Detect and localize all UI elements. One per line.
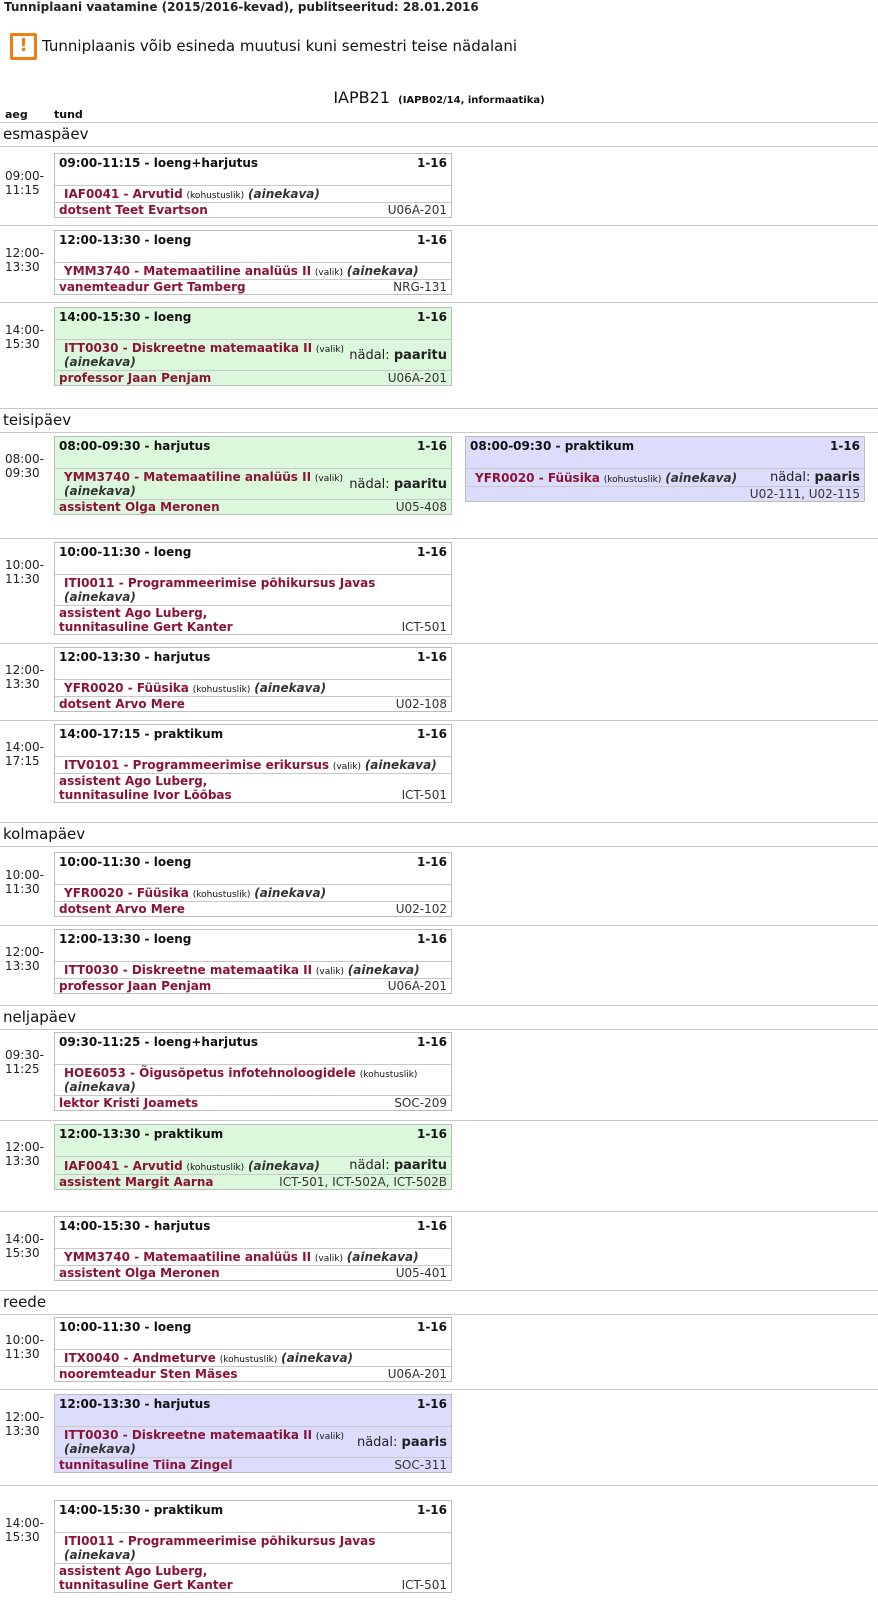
lesson-weeks: 1-16 bbox=[829, 439, 860, 453]
lesson-weeks: 1-16 bbox=[416, 1127, 447, 1141]
lesson-time-type: 08:00-09:30 - harjutus bbox=[59, 439, 211, 453]
week-parity: nädal: paaris bbox=[356, 1434, 447, 1450]
time-line: 12:00- bbox=[5, 246, 44, 260]
teacher-block bbox=[59, 280, 246, 294]
lesson-time-type: 10:00-11:30 - loeng bbox=[59, 545, 192, 559]
slot-time bbox=[5, 663, 44, 691]
subject-link[interactable]: ITX0040 - Andmeturve bbox=[64, 1351, 216, 1365]
week-parity: nädal: paaritu bbox=[349, 347, 447, 363]
slot-time bbox=[5, 452, 44, 480]
room-label: SOC-209 bbox=[394, 1096, 447, 1110]
ainekava-link[interactable]: (ainekava) bbox=[64, 355, 136, 369]
subject-block bbox=[64, 1351, 353, 1365]
lesson-time-type: 14:00-15:30 - harjutus bbox=[59, 1219, 211, 1233]
subject-type: (kohustuslik) bbox=[192, 890, 251, 900]
notice-banner bbox=[10, 33, 517, 59]
teacher-block bbox=[59, 1096, 198, 1110]
subject-link[interactable]: YMM3740 - Matemaatiline analüüs II bbox=[64, 1250, 312, 1264]
ainekava-link[interactable]: (ainekava) bbox=[346, 1250, 419, 1264]
slot-time bbox=[5, 1516, 44, 1544]
subject-link[interactable]: YFR0020 - Füüsika bbox=[64, 886, 189, 900]
slot-time bbox=[5, 1232, 44, 1260]
ainekava-link[interactable]: (ainekava) bbox=[346, 264, 419, 278]
room-label: ICT-501 bbox=[401, 620, 447, 634]
lesson-teacher-row bbox=[55, 500, 451, 514]
lesson-card[interactable] bbox=[54, 929, 452, 994]
lesson-time-type: 10:00-11:30 - loeng bbox=[59, 1320, 192, 1334]
divider bbox=[0, 432, 878, 433]
slot-time bbox=[5, 868, 44, 896]
lesson-header bbox=[55, 930, 451, 962]
lesson-subject-row bbox=[55, 1065, 451, 1096]
room-label: ICT-501, ICT-502A, ICT-502B bbox=[279, 1175, 447, 1189]
divider bbox=[0, 1290, 878, 1291]
week-parity-value: paaris bbox=[401, 1434, 447, 1450]
subject-type: (valik) bbox=[314, 1254, 343, 1264]
divider bbox=[0, 122, 878, 123]
lesson-header bbox=[55, 1318, 451, 1350]
subject-link[interactable]: ITI0011 - Programmeerimise põhikursus Javas bbox=[64, 576, 376, 590]
lesson-teacher-row bbox=[55, 371, 451, 385]
lesson-header bbox=[55, 154, 451, 186]
lesson-weeks: 1-16 bbox=[416, 650, 447, 664]
lesson-weeks: 1-16 bbox=[416, 233, 447, 247]
teacher-link[interactable]: tunnitasuline Gert Kanter bbox=[59, 620, 233, 634]
lesson-teacher-row bbox=[55, 979, 451, 993]
lesson-card[interactable] bbox=[54, 1394, 452, 1473]
room-label: U06A-201 bbox=[387, 203, 447, 217]
lesson-time-type: 08:00-09:30 - praktikum bbox=[470, 439, 635, 453]
slot-time bbox=[5, 945, 44, 973]
lesson-teacher-row bbox=[55, 1564, 451, 1592]
time-line: 14:00- bbox=[5, 1516, 44, 1530]
subject-block bbox=[64, 963, 420, 977]
lesson-subject-row bbox=[466, 469, 864, 487]
time-line: 14:00- bbox=[5, 1232, 44, 1246]
week-parity-value: paaritu bbox=[393, 347, 447, 363]
ainekava-link[interactable]: (ainekava) bbox=[364, 758, 437, 772]
lesson-weeks: 1-16 bbox=[416, 545, 447, 559]
lesson-teacher-row bbox=[55, 1266, 451, 1280]
lesson-time-type: 14:00-17:15 - praktikum bbox=[59, 727, 224, 741]
subject-block bbox=[64, 1159, 320, 1173]
subject-type: (kohustuslik) bbox=[359, 1070, 418, 1080]
time-line: 15:30 bbox=[5, 337, 40, 351]
lesson-subject-row bbox=[55, 575, 451, 606]
subject-link[interactable]: YMM3740 - Matemaatiline analüüs II bbox=[64, 470, 312, 484]
group-heading bbox=[0, 88, 878, 107]
teacher-link[interactable]: dotsent Arvo Mere bbox=[59, 697, 185, 711]
divider bbox=[0, 1005, 878, 1006]
subject-block bbox=[64, 1250, 419, 1264]
divider bbox=[0, 720, 878, 721]
week-parity: nädal: paaritu bbox=[349, 1158, 447, 1173]
subject-link[interactable]: ITT0030 - Diskreetne matemaatika II bbox=[64, 341, 313, 355]
day-heading: teisipäev bbox=[3, 411, 72, 429]
ainekava-link[interactable]: (ainekava) bbox=[248, 1158, 320, 1173]
teacher-block bbox=[59, 979, 211, 993]
teacher-link[interactable]: tunnitasuline Gert Kanter bbox=[59, 1578, 233, 1592]
time-line: 12:00- bbox=[5, 1410, 44, 1424]
subject-block bbox=[64, 886, 326, 900]
lesson-teacher-row bbox=[55, 1096, 451, 1110]
divider bbox=[0, 925, 878, 926]
subject-link[interactable]: YFR0020 - Füüsika bbox=[64, 681, 189, 695]
lesson-subject-row bbox=[55, 885, 451, 902]
lesson-weeks: 1-16 bbox=[416, 156, 447, 170]
room-label: NRG-131 bbox=[393, 280, 447, 294]
time-line: 09:00- bbox=[5, 169, 44, 183]
week-parity-value: paaritu bbox=[393, 1158, 447, 1173]
subject-link[interactable]: ITT0030 - Diskreetne matemaatika II bbox=[64, 963, 313, 977]
lesson-header bbox=[55, 543, 451, 575]
lesson-weeks: 1-16 bbox=[416, 1320, 447, 1334]
lesson-card[interactable] bbox=[54, 1032, 452, 1111]
lesson-header bbox=[55, 725, 451, 757]
slot-time bbox=[5, 246, 44, 274]
time-line: 11:30 bbox=[5, 1347, 40, 1361]
lesson-card[interactable] bbox=[54, 307, 452, 386]
warning-icon: ! bbox=[10, 33, 37, 60]
slot-time bbox=[5, 1410, 44, 1438]
teacher-block bbox=[59, 697, 185, 711]
room-label: U02-111, U02-115 bbox=[749, 487, 860, 501]
teacher-block bbox=[59, 774, 232, 802]
lesson-teacher-row bbox=[55, 606, 451, 634]
notice-text: Tunniplaanis võib esineda muutusi kuni semestri teise nädalani bbox=[42, 37, 517, 55]
divider bbox=[0, 1314, 878, 1315]
lesson-subject-row bbox=[55, 340, 451, 371]
lesson-weeks: 1-16 bbox=[416, 1219, 447, 1233]
ainekava-link[interactable]: (ainekava) bbox=[64, 1080, 136, 1094]
week-parity: nädal: paaritu bbox=[349, 476, 447, 492]
divider bbox=[0, 146, 878, 147]
room-label: ICT-501 bbox=[401, 788, 447, 802]
lesson-subject-row bbox=[55, 1249, 451, 1266]
teacher-link[interactable]: nooremteadur Sten Mäses bbox=[59, 1367, 238, 1381]
week-parity-value: paaris bbox=[814, 470, 860, 485]
lesson-header bbox=[55, 648, 451, 680]
week-parity: nädal: paaris bbox=[769, 470, 860, 485]
time-line: 11:30 bbox=[5, 572, 40, 586]
room-label: U06A-201 bbox=[387, 1367, 447, 1381]
subject-type: (valik) bbox=[315, 967, 344, 977]
lesson-teacher-row bbox=[55, 774, 451, 802]
time-line: 14:00- bbox=[5, 323, 44, 337]
subject-link[interactable]: IAF0041 - Arvutid bbox=[64, 187, 183, 201]
ainekava-link[interactable]: (ainekava) bbox=[64, 590, 136, 604]
time-line: 13:30 bbox=[5, 959, 40, 973]
lesson-subject-row bbox=[55, 1350, 451, 1367]
room-label: ICT-501 bbox=[401, 1578, 447, 1592]
subject-block bbox=[64, 264, 419, 278]
divider bbox=[0, 538, 878, 539]
day-heading: kolmapäev bbox=[3, 825, 86, 843]
time-line: 11:25 bbox=[5, 1062, 40, 1076]
time-line: 10:00- bbox=[5, 1333, 44, 1347]
teacher-link[interactable]: assistent Margit Aarna bbox=[59, 1175, 214, 1189]
lesson-weeks: 1-16 bbox=[416, 932, 447, 946]
lesson-card[interactable] bbox=[54, 1124, 452, 1190]
teacher-link[interactable]: tunnitasuline Tiina Zingel bbox=[59, 1458, 233, 1472]
teacher-link[interactable]: professor Jaan Penjam bbox=[59, 371, 212, 385]
teacher-link[interactable]: assistent Ago Luberg, bbox=[59, 606, 208, 620]
lesson-time-type: 12:00-13:30 - loeng bbox=[59, 233, 192, 247]
lesson-subject-row bbox=[55, 469, 451, 500]
time-line: 17:15 bbox=[5, 754, 40, 768]
teacher-link[interactable]: assistent Ago Luberg, bbox=[59, 1564, 208, 1578]
teacher-link[interactable]: assistent Olga Meronen bbox=[59, 1266, 220, 1280]
subject-link[interactable]: ITI0011 - Programmeerimise põhikursus Javas bbox=[64, 1534, 376, 1548]
lesson-time-type: 12:00-13:30 - loeng bbox=[59, 932, 192, 946]
divider bbox=[0, 822, 878, 823]
lesson-header bbox=[55, 1217, 451, 1249]
slot-time bbox=[5, 1140, 44, 1168]
time-line: 13:30 bbox=[5, 260, 40, 274]
lesson-weeks: 1-16 bbox=[416, 439, 447, 453]
slot-time bbox=[5, 740, 44, 768]
lesson-subject-row bbox=[55, 1157, 451, 1175]
subject-type: (kohustuslik) bbox=[192, 685, 251, 695]
room-label: U05-408 bbox=[395, 500, 447, 514]
divider bbox=[0, 1029, 878, 1030]
lesson-time-type: 12:00-13:30 - harjutus bbox=[59, 1397, 211, 1411]
teacher-link[interactable]: lektor Kristi Joamets bbox=[59, 1096, 199, 1110]
lesson-header bbox=[55, 231, 451, 263]
slot-time bbox=[5, 1048, 44, 1076]
subject-type: (valik) bbox=[315, 1432, 344, 1442]
column-header-tund: tund bbox=[54, 108, 83, 121]
subject-type: (kohustuslik) bbox=[603, 474, 662, 485]
subject-block bbox=[475, 471, 737, 485]
day-heading: reede bbox=[3, 1293, 47, 1311]
subject-link[interactable]: IAF0041 - Arvutid bbox=[64, 1158, 183, 1173]
room-label: U02-108 bbox=[395, 697, 447, 711]
divider bbox=[0, 302, 878, 303]
room-label: U02-102 bbox=[395, 902, 447, 916]
ainekava-link[interactable]: (ainekava) bbox=[665, 470, 738, 485]
teacher-block bbox=[59, 500, 220, 514]
room-label: U06A-201 bbox=[387, 371, 447, 385]
time-line: 11:15 bbox=[5, 183, 40, 197]
time-line: 09:30 bbox=[5, 466, 40, 480]
lesson-teacher-row bbox=[55, 1458, 451, 1472]
time-line: 12:00- bbox=[5, 663, 44, 677]
time-line: 12:00- bbox=[5, 945, 44, 959]
time-line: 10:00- bbox=[5, 558, 44, 572]
subject-link[interactable]: HOE6053 - Õigusõpetus infotehnoloogidele bbox=[64, 1066, 356, 1080]
lesson-subject-row bbox=[55, 263, 451, 280]
lesson-header bbox=[55, 1395, 451, 1427]
divider bbox=[0, 1211, 878, 1212]
subject-link[interactable]: YMM3740 - Matemaatiline analüüs II bbox=[64, 264, 312, 278]
lesson-card[interactable] bbox=[54, 1317, 452, 1382]
lesson-subject-row bbox=[55, 962, 451, 979]
teacher-block bbox=[59, 371, 211, 385]
teacher-link[interactable]: assistent Ago Luberg, bbox=[59, 774, 208, 788]
lesson-weeks: 1-16 bbox=[416, 1397, 447, 1411]
subject-type: (valik) bbox=[315, 345, 344, 355]
subject-block bbox=[64, 576, 447, 604]
ainekava-link[interactable]: (ainekava) bbox=[347, 963, 420, 977]
lesson-weeks: 1-16 bbox=[416, 310, 447, 324]
time-line: 09:30- bbox=[5, 1048, 44, 1062]
slot-time bbox=[5, 169, 44, 197]
lesson-card[interactable] bbox=[54, 542, 452, 635]
teacher-block bbox=[59, 1367, 238, 1381]
lesson-subject-row bbox=[55, 757, 451, 774]
lesson-card[interactable] bbox=[465, 436, 865, 502]
ainekava-link[interactable]: (ainekava) bbox=[254, 681, 327, 695]
slot-time bbox=[5, 323, 44, 351]
lesson-card[interactable] bbox=[54, 724, 452, 803]
ainekava-link[interactable]: (ainekava) bbox=[254, 886, 327, 900]
lesson-subject-row bbox=[55, 186, 451, 203]
time-line: 11:30 bbox=[5, 882, 40, 896]
room-label: SOC-311 bbox=[394, 1458, 447, 1472]
ainekava-link[interactable]: (ainekava) bbox=[64, 484, 136, 498]
teacher-block bbox=[59, 203, 208, 217]
day-heading: neljapäev bbox=[3, 1008, 77, 1026]
ainekava-link[interactable]: (ainekava) bbox=[64, 1442, 136, 1456]
lesson-card[interactable] bbox=[54, 647, 452, 712]
lesson-weeks: 1-16 bbox=[416, 855, 447, 869]
lesson-time-type: 09:00-11:15 - loeng+harjutus bbox=[59, 156, 259, 170]
divider bbox=[0, 408, 878, 409]
subject-block bbox=[64, 470, 349, 498]
subject-link[interactable]: ITT0030 - Diskreetne matemaatika II bbox=[64, 1428, 313, 1442]
subject-block bbox=[64, 341, 349, 369]
slot-time bbox=[5, 558, 44, 586]
subject-link[interactable]: ITV0101 - Programmeerimise erikursus bbox=[64, 758, 330, 772]
lesson-subject-row bbox=[55, 1427, 451, 1458]
slot-time bbox=[5, 1333, 44, 1361]
subject-block bbox=[64, 1534, 447, 1562]
lesson-teacher-row bbox=[55, 697, 451, 711]
divider bbox=[0, 225, 878, 226]
divider bbox=[0, 643, 878, 644]
teacher-block bbox=[59, 1266, 220, 1280]
page-title: Tunniplaani vaatamine (2015/2016-kevad), publitseeritud: 28.01.2016 bbox=[4, 0, 479, 14]
subject-type: (kohustuslik) bbox=[219, 1355, 278, 1365]
teacher-link[interactable]: dotsent Teet Evartson bbox=[59, 203, 208, 217]
lesson-time-type: 12:00-13:30 - harjutus bbox=[59, 650, 211, 664]
subject-block bbox=[64, 187, 320, 201]
teacher-block bbox=[59, 1458, 233, 1472]
lesson-card[interactable] bbox=[54, 1216, 452, 1281]
lesson-card[interactable] bbox=[54, 436, 452, 515]
lesson-time-type: 14:00-15:30 - praktikum bbox=[59, 1503, 224, 1517]
time-line: 13:30 bbox=[5, 677, 40, 691]
week-parity-value: paaritu bbox=[393, 476, 447, 492]
divider bbox=[0, 846, 878, 847]
lesson-teacher-row bbox=[55, 1367, 451, 1381]
subject-type: (kohustuslik) bbox=[186, 1162, 245, 1173]
teacher-block bbox=[59, 1564, 233, 1592]
lesson-header bbox=[55, 437, 451, 469]
lesson-card[interactable] bbox=[54, 153, 452, 218]
group-subtitle: (IAPB02/14, informaatika) bbox=[398, 95, 545, 106]
teacher-link[interactable]: vanemteadur Gert Tamberg bbox=[59, 280, 246, 294]
lesson-teacher-row bbox=[55, 280, 451, 294]
ainekava-link[interactable]: (ainekava) bbox=[64, 1548, 136, 1562]
ainekava-link[interactable]: (ainekava) bbox=[248, 187, 320, 201]
divider bbox=[0, 1120, 878, 1121]
column-header-aeg: aeg bbox=[5, 108, 28, 121]
room-label: U06A-201 bbox=[387, 979, 447, 993]
subject-link[interactable]: YFR0020 - Füüsika bbox=[475, 470, 600, 485]
lesson-subject-row bbox=[55, 680, 451, 697]
subject-type: (kohustuslik) bbox=[186, 191, 245, 201]
room-label: U05-401 bbox=[395, 1266, 447, 1280]
lesson-time-type: 09:30-11:25 - loeng+harjutus bbox=[59, 1035, 259, 1049]
teacher-block bbox=[59, 1175, 214, 1189]
time-line: 15:30 bbox=[5, 1246, 40, 1260]
time-line: 12:00- bbox=[5, 1140, 44, 1154]
lesson-header bbox=[55, 853, 451, 885]
teacher-block bbox=[59, 606, 233, 634]
lesson-weeks: 1-16 bbox=[416, 727, 447, 741]
subject-block bbox=[64, 681, 326, 695]
time-line: 13:30 bbox=[5, 1154, 40, 1168]
day-heading: esmaspäev bbox=[3, 125, 89, 143]
subject-block bbox=[64, 1428, 357, 1456]
time-line: 14:00- bbox=[5, 740, 44, 754]
lesson-time-type: 12:00-13:30 - praktikum bbox=[59, 1127, 224, 1141]
lesson-header bbox=[55, 1125, 451, 1157]
subject-block bbox=[64, 758, 437, 772]
time-line: 08:00- bbox=[5, 452, 44, 466]
lesson-time-type: 14:00-15:30 - loeng bbox=[59, 310, 192, 324]
lesson-header bbox=[55, 308, 451, 340]
lesson-teacher-row bbox=[55, 203, 451, 217]
group-code: IAPB21 bbox=[333, 88, 390, 107]
lesson-teacher-row bbox=[55, 902, 451, 916]
lesson-header bbox=[55, 1501, 451, 1533]
subject-block bbox=[64, 1066, 447, 1094]
lesson-card[interactable] bbox=[54, 230, 452, 295]
lesson-subject-row bbox=[55, 1533, 451, 1564]
subject-type: (valik) bbox=[332, 762, 361, 772]
lesson-card[interactable] bbox=[54, 1500, 452, 1593]
lesson-card[interactable] bbox=[54, 852, 452, 917]
divider bbox=[0, 1485, 878, 1486]
time-line: 13:30 bbox=[5, 1424, 40, 1438]
teacher-link[interactable]: professor Jaan Penjam bbox=[59, 979, 212, 993]
divider bbox=[0, 1389, 878, 1390]
time-line: 15:30 bbox=[5, 1530, 40, 1544]
teacher-link[interactable]: assistent Olga Meronen bbox=[59, 500, 220, 514]
lesson-time-type: 10:00-11:30 - loeng bbox=[59, 855, 192, 869]
lesson-weeks: 1-16 bbox=[416, 1503, 447, 1517]
subject-type: (valik) bbox=[314, 474, 343, 484]
teacher-link[interactable]: dotsent Arvo Mere bbox=[59, 902, 185, 916]
lesson-teacher-row bbox=[466, 487, 864, 501]
lesson-header bbox=[55, 1033, 451, 1065]
lesson-header bbox=[466, 437, 864, 469]
teacher-link[interactable]: tunnitasuline Ivor Lõõbas bbox=[59, 788, 232, 802]
teacher-block bbox=[59, 902, 185, 916]
ainekava-link[interactable]: (ainekava) bbox=[281, 1351, 354, 1365]
subject-type: (valik) bbox=[314, 268, 343, 278]
lesson-weeks: 1-16 bbox=[416, 1035, 447, 1049]
lesson-teacher-row bbox=[55, 1175, 451, 1189]
time-line: 10:00- bbox=[5, 868, 44, 882]
